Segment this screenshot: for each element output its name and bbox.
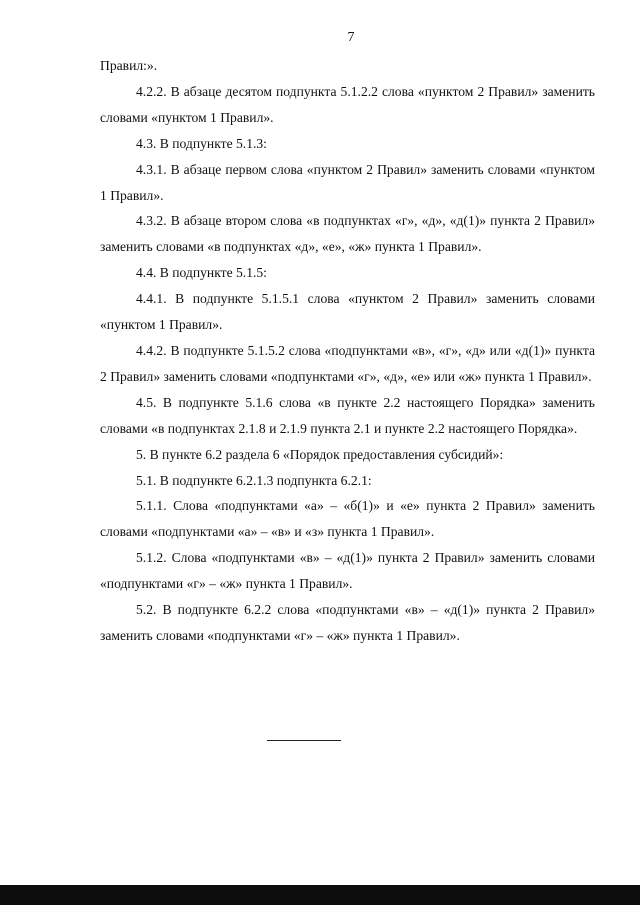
document-body	[100, 53, 595, 649]
paragraph-4-4-2: 4.4.2. В подпункте 5.1.5.2 слова «подпунктами «в», «г», «д» или «д(1)» пункта 2 Правил» заменить словами «подпунктами «г», «д», «е» или «ж» пункта 1 Правил».	[100, 342, 595, 384]
scan-edge-bar	[0, 885, 640, 905]
paragraph-5-1: 5.1. В подпункте 6.2.1.3 подпункта 6.2.1:	[136, 472, 372, 488]
paragraph-5-1-1: 5.1.1. Слова «подпунктами «а» – «б(1)» и «е» пункта 2 Правил» заменить словами «подпунктами «а» – «в» и «з» пункта 1 Правил».	[100, 498, 595, 540]
paragraph-5-1-2: 5.1.2. Слова «подпунктами «в» – «д(1)» пункта 2 Правил» заменить словами «подпунктами «г» – «ж» пункта 1 Правил».	[100, 550, 595, 592]
paragraph-4-3: 4.3. В подпункте 5.1.3:	[136, 135, 267, 151]
paragraph-4-4: 4.4. В подпункте 5.1.5:	[136, 265, 267, 281]
paragraph-4-3-1: 4.3.1. В абзаце первом слова «пунктом 2 Правил» заменить словами «пунктом 1 Правил».	[100, 161, 595, 203]
paragraph-continuation: Правил:».	[100, 58, 158, 73]
paragraph-5-2: 5.2. В подпункте 6.2.2 слова «подпунктами «в» – «д(1)» пункта 2 Правил» заменить словами «подпунктами «г» – «ж» пункта 1 Правил».	[100, 602, 595, 643]
page-number: 7	[347, 30, 355, 45]
paragraph-5: 5. В пункте 6.2 раздела 6 «Порядок предоставления субсидий»:	[136, 446, 504, 462]
end-separator-line	[267, 740, 341, 741]
paragraph-4-4-1: 4.4.1. В подпункте 5.1.5.1 слова «пунктом 2 Правил» заменить словами «пунктом 1 Правил».	[100, 291, 595, 333]
paragraph-4-2-2: 4.2.2. В абзаце десятом подпункта 5.1.2.2 слова «пунктом 2 Правил» заменить словами «пунктом 1 Правил».	[100, 83, 595, 125]
paragraph-4-5: 4.5. В подпункте 5.1.6 слова «в пункте 2.2 настоящего Порядка» заменить словами «в подпунктах 2.1.8 и 2.1.9 пункта 2.1 и пункте 2.2 настоящего Порядка».	[100, 394, 595, 436]
paragraph-4-3-2: 4.3.2. В абзаце втором слова «в подпунктах «г», «д», «д(1)» пункта 2 Правил» заменить словами «в подпунктах «д», «е», «ж» пункта 1 Правил».	[100, 213, 595, 255]
